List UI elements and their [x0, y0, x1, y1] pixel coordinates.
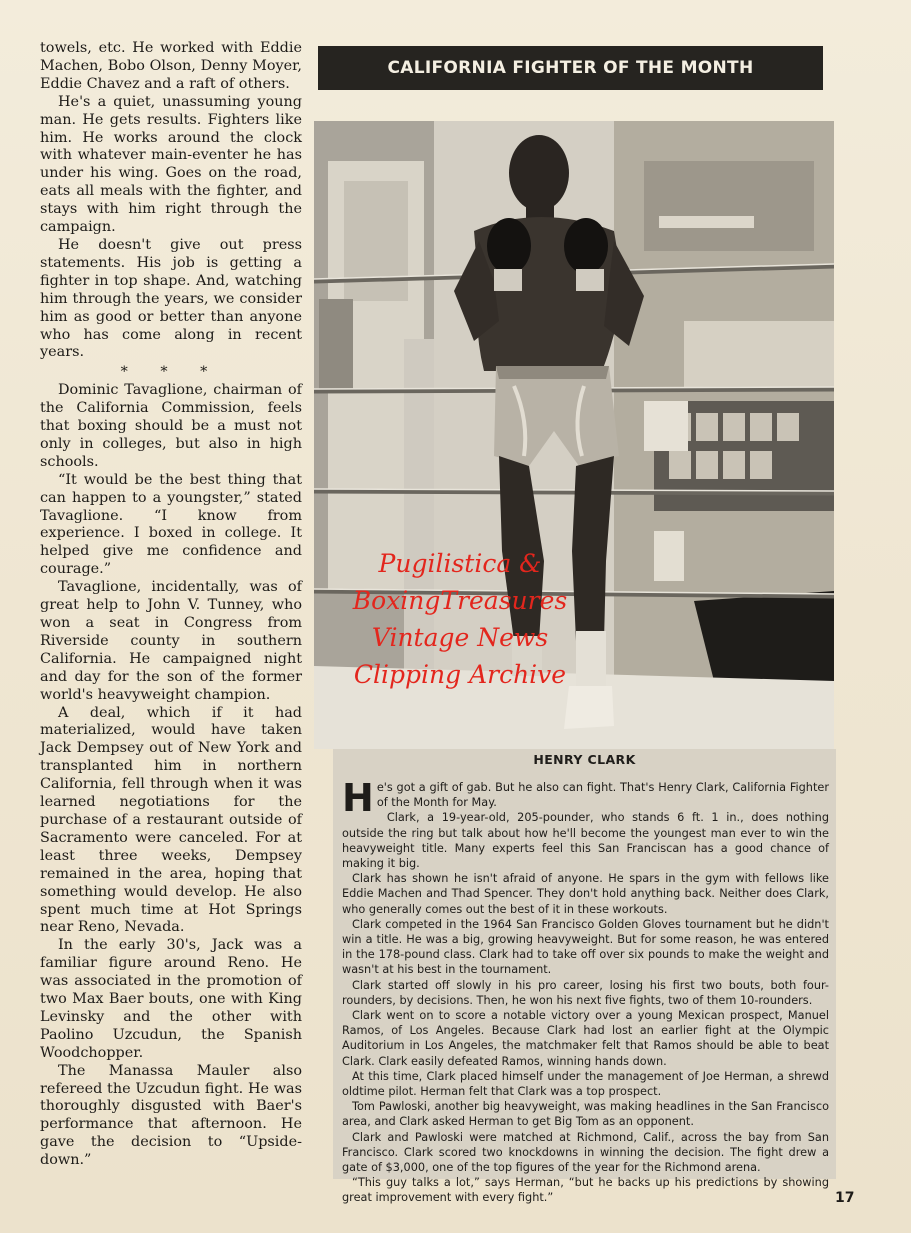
- watermark-line: BoxingTreasures: [352, 586, 568, 615]
- page-number: 17: [835, 1190, 855, 1206]
- photo-caption-box: [333, 749, 836, 1205]
- left-column-article: [40, 40, 302, 1170]
- banner-title: CALIFORNIA FIGHTER OF THE MONTH: [387, 58, 754, 78]
- caption-paragraph: Clark started off slowly in his pro career, losing his first two bouts, both four-rounders, by decisions. Then, he won his next five fights, two of them 10-rounders.: [342, 978, 829, 1007]
- article-paragraph: In the early 30's, Jack was a familiar figure around Reno. He was associated in the promotion of two Max Baer bouts, one with King Levinsky and the other with Paolino Uzcudun, the Spanish Woodchopper.: [40, 937, 302, 1061]
- article-paragraph: Dominic Tavaglione, chairman of the California Commission, feels that boxing should be a must not only in colleges, but also in high schools.: [40, 382, 302, 470]
- article-paragraph: A deal, which if it had materialized, would have taken Jack Dempsey out of New York and transplanted him in northern California, fell through when it was learned negotiations for the purchase of a restaurant outside of Sacramento were canceled. For at least three weeks, Dempsey remained in the area, hoping that something would develop. He also spent much time at Hot Springs near Reno, Nevada.: [40, 704, 302, 936]
- caption-paragraph: Tom Pawloski, another big heavyweight, was making headlines in the San Francisco area, and Clark asked Herman to get Big Tom as an opponent.: [342, 1100, 829, 1129]
- caption-title: HENRY CLARK: [533, 752, 636, 767]
- caption-paragraph: Clark and Pawloski were matched at Richmond, Calif., across the bay from San Francisco. Clark scored two knockdowns in winning the decision. The fight drew a gate of $3,000, one of the top figures of the year for the Richmond arena.: [342, 1130, 829, 1175]
- section-separator: * * *: [120, 364, 222, 381]
- caption-paragraph: Clark has shown he isn't afraid of anyone. He spars in the gym with fellows like Eddie Machen and Thad Spencer. They don't hold anything back. Neither does Clark, who generally comes out the best of it in these workouts.: [342, 872, 829, 916]
- section-banner: [318, 46, 823, 90]
- watermark-line: Vintage News: [371, 623, 549, 652]
- watermark-line: Clipping Archive: [353, 660, 567, 689]
- caption-body: [333, 776, 836, 1206]
- article-paragraph: He's a quiet, unassuming young man. He gets results. Fighters like him. He works around the clock with whatever main-eventer he has under his wing. Goes on the road, eats all meals with the fighter, and stays with him right through the campaign.: [40, 93, 302, 236]
- drop-cap: H: [342, 776, 374, 820]
- article-paragraph: The Manassa Mauler also refereed the Uzcudun fight. He was thoroughly disgusted with Baer's performance that afternoon. He gave the decision to “Upside-down.”: [40, 1062, 302, 1169]
- caption-paragraph: “This guy talks a lot,” says Herman, “but he backs up his predictions by showing great improvement with every fight.”: [342, 1176, 829, 1205]
- caption-paragraph: Clark, a 19-year-old, 205-pounder, who stands 6 ft. 1 in., does nothing outside the ring but talk about how he'll become the youngest man ever to win the heavyweight title. Many experts feel this San Franciscan has a good chance of making it big.: [342, 811, 829, 871]
- article-paragraph: Tavaglione, incidentally, was of great help to John V. Tunney, who won a seat in Congress from Riverside county in southern California. He campaigned night and day for the son of the former world's heavyweight champion.: [40, 579, 302, 703]
- article-paragraph: towels, etc. He worked with Eddie Machen, Bobo Olson, Denny Moyer, Eddie Chavez and a raft of others.: [40, 40, 302, 92]
- article-paragraph: “It would be the best thing that can happen to a youngster,” stated Tavaglione. “I know from experience. I boxed in college. It helped give me confidence and courage.”: [40, 471, 302, 578]
- caption-paragraph: Clark competed in the 1964 San Francisco Golden Gloves tournament but he didn't win a title. He was a big, growing heavyweight. But for some reason, he was entered in the 178-pound class. Clark had to take off over six pounds to make the weight and wasn't at his best in the tournament.: [342, 917, 829, 977]
- caption-first-text: e's got a gift of gab. But he also can fight. That's Henry Clark, California Fighter of the Month for May.: [376, 781, 829, 810]
- article-paragraph: He doesn't give out press statements. His job is getting a fighter in top shape. And, watching him through the years, we consider him as good or better than anyone who has come along in recent years.: [40, 236, 302, 361]
- watermark-line: Pugilistica &: [378, 549, 542, 578]
- caption-paragraph: At this time, Clark placed himself under the management of Joe Herman, a shrewd oldtime pilot. Herman felt that Clark was a top prospect.: [342, 1069, 829, 1099]
- caption-paragraph: [342, 776, 829, 820]
- caption-paragraph: Clark went on to score a notable victory over a young Mexican prospect, Manuel Ramos, of Los Angeles. Because Clark had lost an earlier fight at the Olympic Auditorium in Los Angeles, the matchmaker felt that Ramos should be able to beat Clark. Clark easily defeated Ramos, winning hands down.: [342, 1009, 829, 1068]
- archive-watermark: [330, 545, 590, 693]
